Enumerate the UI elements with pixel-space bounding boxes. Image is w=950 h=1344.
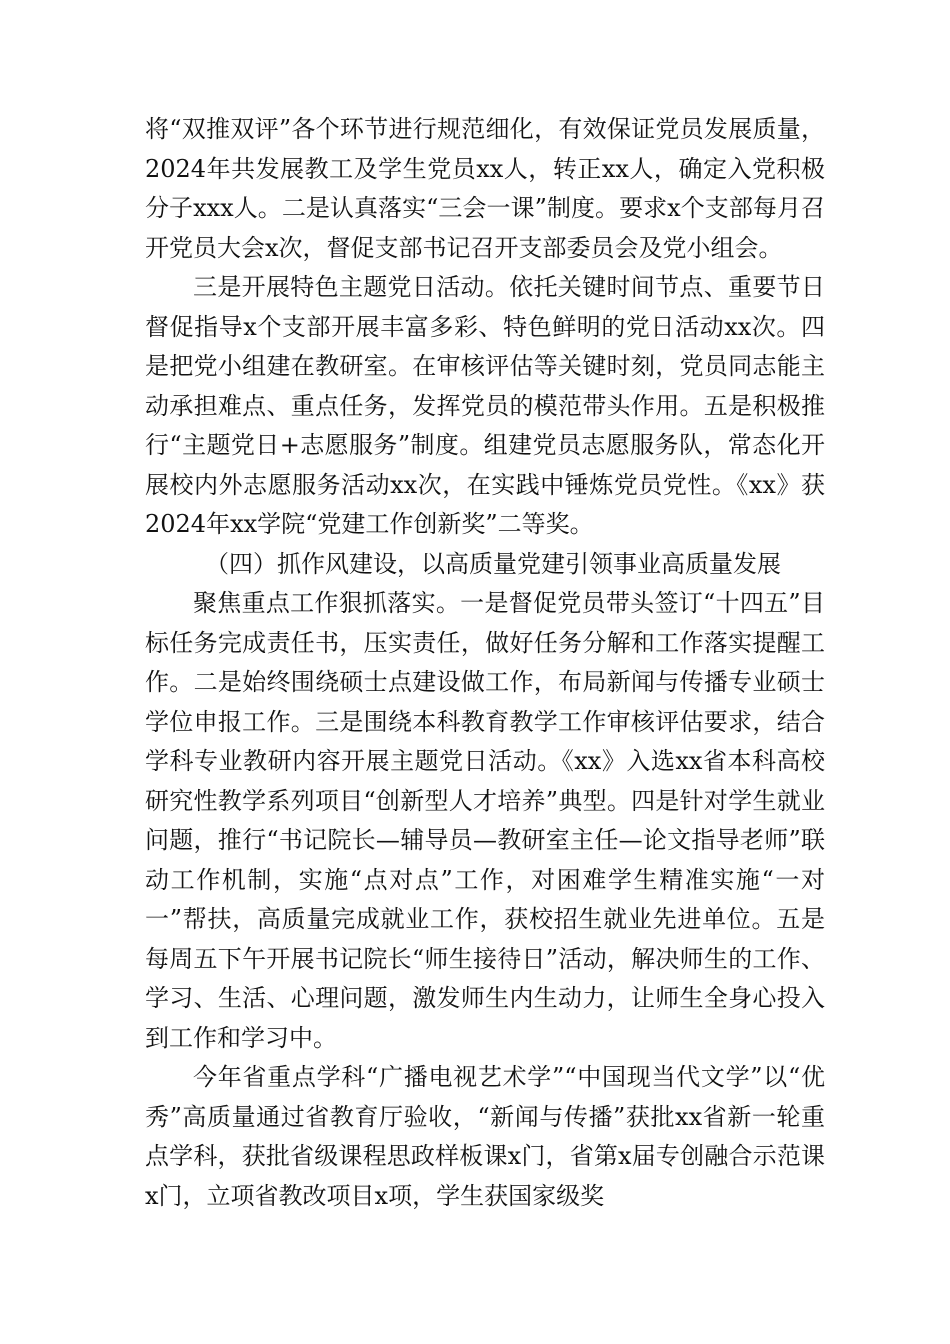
document-body <box>145 110 825 1216</box>
paragraph-party-development: 将“双推双评”各个环节进行规范细化，有效保证党员发展质量，2024年共发展教工及学生党员xx人，转正xx人，确定入党积极分子xxx人。二是认真落实“三会一课”制度。要求x个支部每月召开党员大会x次，督促支部书记召开支部委员会及党小组会。 <box>145 115 825 262</box>
section-heading-four: （四）抓作风建设，以高质量党建引领事业高质量发展 <box>205 549 781 578</box>
paragraph-work-implementation: 聚焦重点工作狠抓落实。一是督促党员带头签订“十四五”目标任务完成责任书，压实责任，做好任务分解和工作落实提醒工作。二是始终围绕硕士点建设做工作，布局新闻与传播专业硕士学位申报工作。三是围绕本科教育教学工作审核评估要求，结合学科专业教研内容开展主题党日活动。《xx》入选xx省本科高校研究性教学系列项目“创新型人才培养”典型。四是针对学生就业问题，推行“书记院长—辅导员—教研室主任—论文指导老师”联动工作机制，实施“点对点”工作，对困难学生精准实施“一对一”帮扶，高质量完成就业工作，获校招生就业先进单位。五是每周五下午开展书记院长“师生接待日”活动，解决师生的工作、学习、生活、心理问题，激发师生内生动力，让师生全身心投入到工作和学习中。 <box>145 589 825 1052</box>
paragraph-theme-activities: 三是开展特色主题党日活动。依托关键时间节点、重要节日督促指导x个支部开展丰富多彩、特色鲜明的党日活动xx次。四是把党小组建在教研室。在审核评估等关键时刻，党员同志能主动承担难点、重点任务，发挥党员的模范带头作用。五是积极推行“主题党日+志愿服务”制度。组建党员志愿服务队，常态化开展校内外志愿服务活动xx次，在实践中锤炼党员党性。《xx》获2024年xx学院“党建工作创新奖”二等奖。 <box>145 273 825 538</box>
paragraph-discipline-achievements: 今年省重点学科“广播电视艺术学”“中国现当代文学”以“优秀”高质量通过省教育厅验收，“新闻与传播”获批xx省新一轮重点学科，获批省级课程思政样板课x门，省第x届专创融合示范课x门，立项省教改项目x项，学生获国家级奖 <box>145 1063 825 1210</box>
